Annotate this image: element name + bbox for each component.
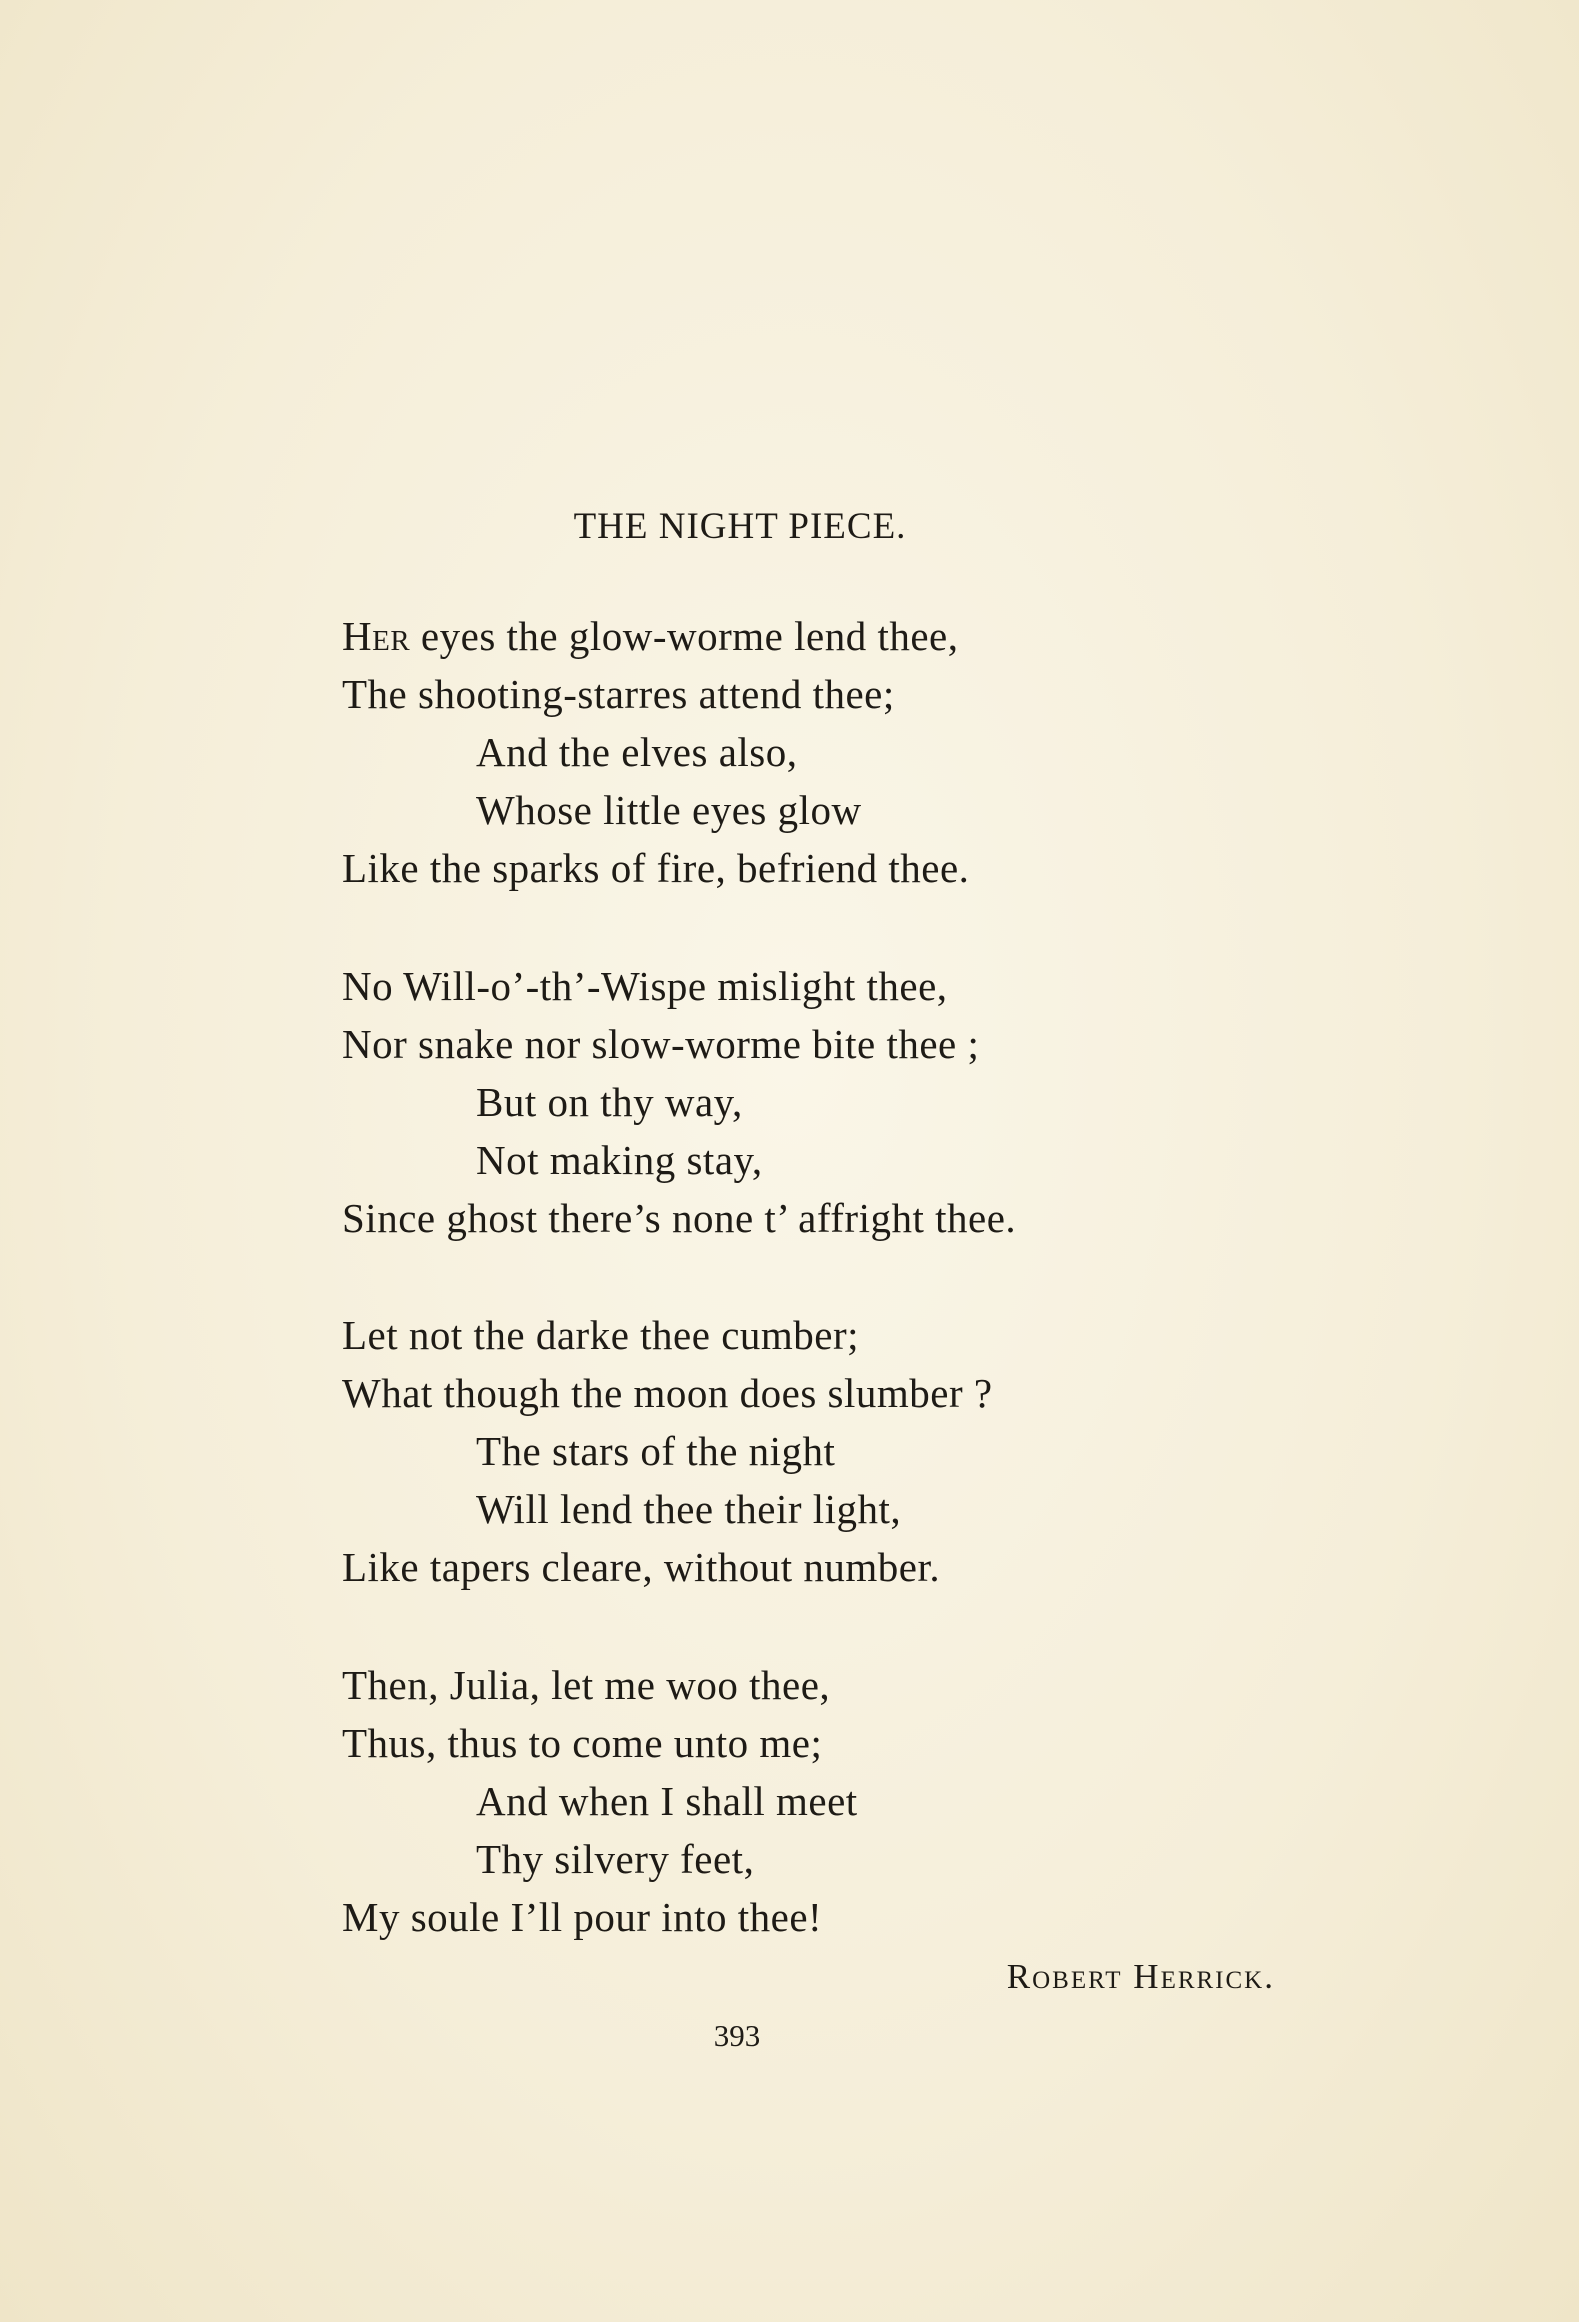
poem-line: The shooting-starres attend thee; (342, 671, 895, 717)
poem-line: Let not the darke thee cumber; (342, 1312, 860, 1358)
poem-line: Like tapers cleare, without number. (342, 1544, 941, 1590)
poem-line: Thy silvery feet, (476, 1836, 755, 1882)
poem-line: No Will-o’-th’-Wispe mislight thee, (342, 963, 948, 1009)
poem-author: Robert Herrick. (1006, 1957, 1275, 1996)
page-number: 393 (713, 2018, 761, 2053)
poem-line: Like the sparks of fire, befriend thee. (342, 845, 970, 891)
poem-title: THE NIGHT PIECE. (573, 506, 907, 547)
poem-line: My soule I’ll pour into thee! (342, 1894, 823, 1940)
first-line-text: eyes the glow-worme lend thee, (410, 613, 959, 659)
poem-line: The stars of the night (476, 1428, 836, 1474)
poem-line: Then, Julia, let me woo thee, (342, 1662, 831, 1708)
poem-line: Nor snake nor slow-worme bite thee ; (342, 1021, 980, 1067)
poem-line: Not making stay, (476, 1137, 763, 1183)
poem-line: But on thy way, (476, 1079, 743, 1125)
poem-line: What though the moon does slumber ? (342, 1370, 993, 1416)
initial-word: Her (342, 613, 411, 659)
poem-line: Will lend thee their light, (476, 1486, 902, 1532)
poem-line: And when I shall meet (476, 1778, 858, 1824)
poem-line: Since ghost there’s none t’ affright thee. (342, 1195, 1017, 1241)
poem-line: Thus, thus to come unto me; (342, 1720, 823, 1766)
poem-line (342, 612, 959, 660)
poem-line: And the elves also, (476, 729, 798, 775)
poem-line: Whose little eyes glow (476, 787, 862, 833)
